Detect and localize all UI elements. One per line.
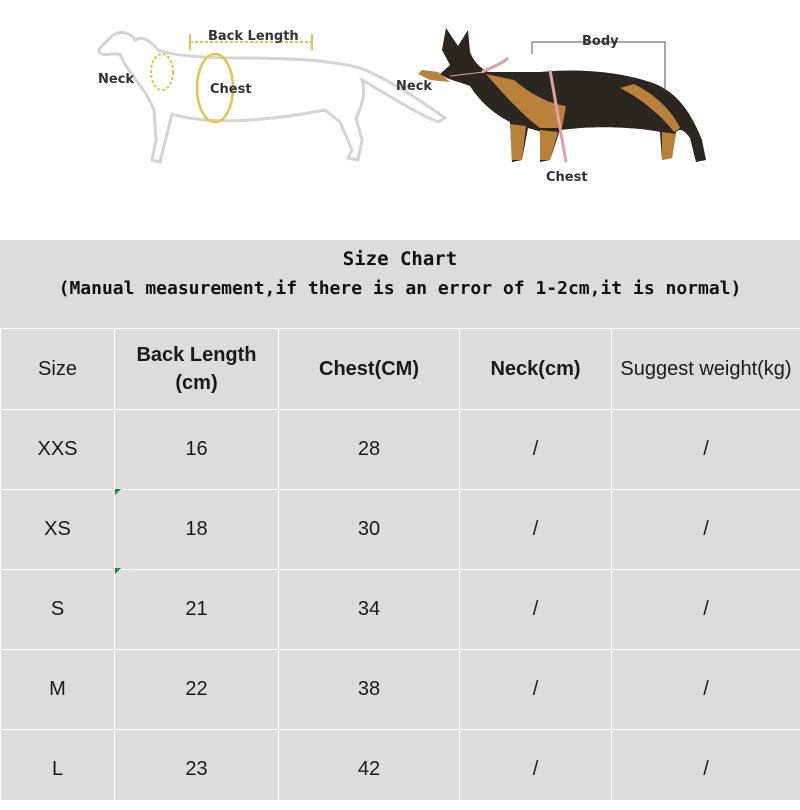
cell-size: L	[1, 730, 115, 810]
cell-back-length: 22	[115, 650, 279, 730]
table-row	[1, 730, 800, 810]
header-neck: Neck(cm)	[460, 329, 612, 410]
size-chart-note: (Manual measurement,if there is an error of 1-2cm,it is normal)	[14, 275, 786, 302]
cell-size: XXS	[1, 410, 115, 490]
table-header-row	[1, 329, 800, 410]
cell-back-length: 18	[115, 490, 279, 570]
table-row	[1, 490, 800, 570]
cell-chest: 30	[279, 490, 460, 570]
header-back-length: Back Length (cm)	[115, 329, 279, 410]
dog-photo-diagram	[390, 10, 720, 210]
cell-neck: /	[460, 570, 612, 650]
header-chest: Chest(CM)	[279, 329, 460, 410]
cell-chest: 34	[279, 570, 460, 650]
cell-back-length: 21	[115, 570, 279, 650]
cell-neck: /	[460, 410, 612, 490]
size-chart	[0, 240, 800, 800]
table-row	[1, 410, 800, 490]
measurement-diagrams	[0, 0, 800, 240]
neck-label-right: Neck	[396, 79, 432, 94]
cell-weight: /	[612, 570, 800, 650]
cell-corner-mark	[115, 489, 121, 495]
body-label: Body	[582, 34, 619, 49]
cell-weight: /	[612, 730, 800, 810]
chest-label-right: Chest	[546, 170, 588, 185]
header-suggest-weight: Suggest weight(kg)	[612, 329, 800, 410]
cell-chest: 38	[279, 650, 460, 730]
header-size: Size	[1, 329, 115, 410]
chest-label: Chest	[210, 82, 252, 97]
table-row	[1, 570, 800, 650]
cell-weight: /	[612, 410, 800, 490]
cell-corner-mark	[115, 568, 121, 574]
neck-loop	[151, 54, 173, 90]
neck-ring	[482, 58, 508, 72]
cell-back-length: 16	[115, 410, 279, 490]
cell-size: XS	[1, 490, 115, 570]
cell-size: M	[1, 650, 115, 730]
size-chart-title: Size Chart	[0, 248, 800, 270]
size-chart-heading	[0, 240, 800, 328]
cell-neck: /	[460, 490, 612, 570]
cell-chest: 28	[279, 410, 460, 490]
table-row	[1, 650, 800, 730]
cell-neck: /	[460, 650, 612, 730]
back-length-label: Back Length	[208, 29, 299, 44]
cell-size: S	[1, 570, 115, 650]
cell-weight: /	[612, 490, 800, 570]
cell-back-length: 23	[115, 730, 279, 810]
neck-label: Neck	[98, 72, 134, 87]
cell-chest: 42	[279, 730, 460, 810]
cell-weight: /	[612, 650, 800, 730]
cell-neck: /	[460, 730, 612, 810]
